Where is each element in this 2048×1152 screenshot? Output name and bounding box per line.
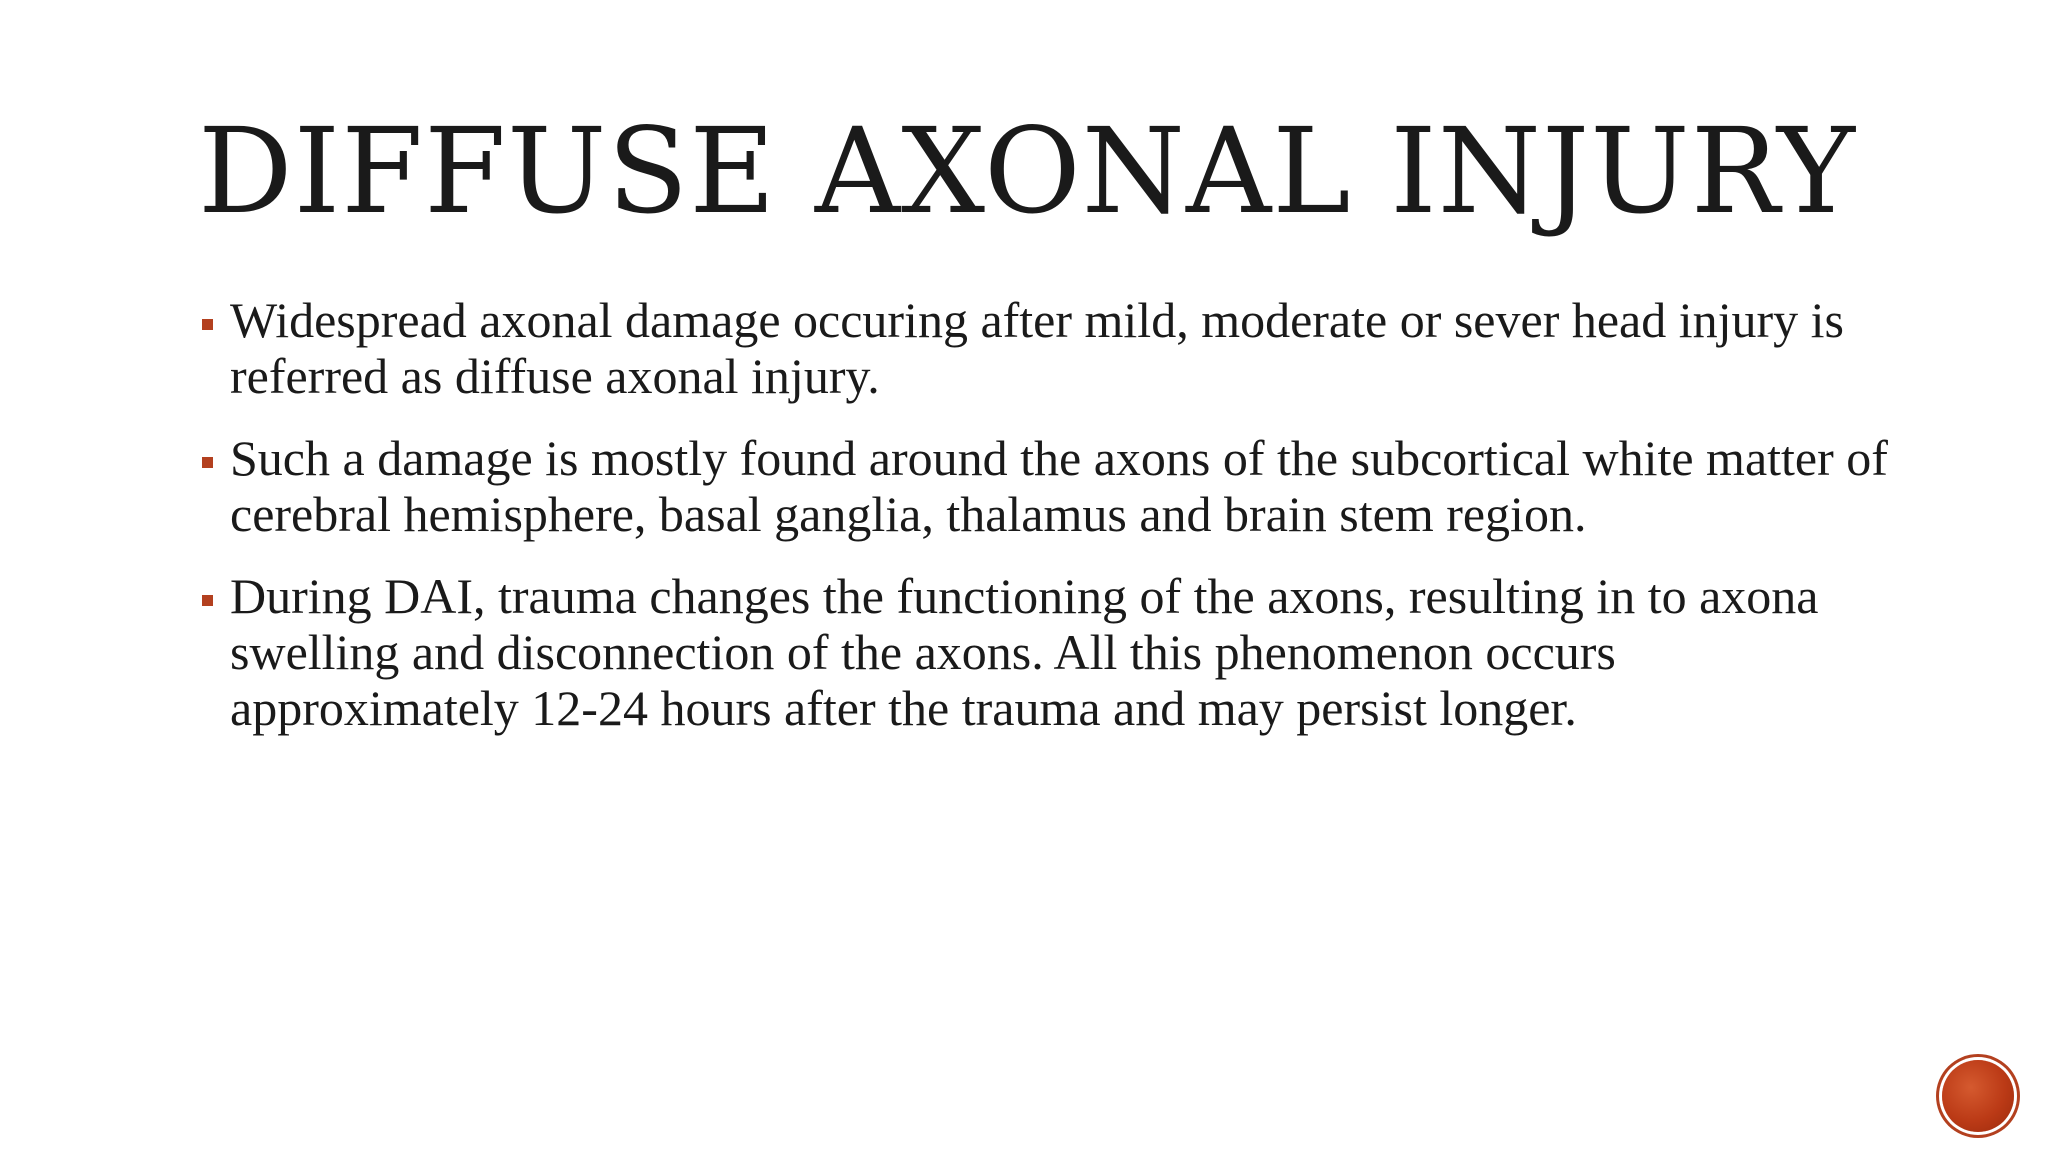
square-bullet-icon	[202, 319, 213, 330]
bullet-item	[198, 430, 1898, 542]
slide-number-circle-icon	[1942, 1060, 2014, 1132]
slide-title: DIFFUSE AXONAL INJURY	[198, 102, 1856, 240]
square-bullet-icon	[202, 457, 213, 468]
bullet-text: Such a damage is mostly found around the axons of the subcortical white matter of cerebral hemisphere, basal ganglia, thalamus and brain stem region.	[230, 430, 1888, 542]
bullet-text: During DAI, trauma changes the functioning of the axons, resulting in to axona swelling and disconnection of the axons. All this phenomenon occurs approximately 12-24 hours after the trauma and may persist longer.	[230, 568, 1819, 736]
square-bullet-icon	[202, 595, 213, 606]
bullet-text: Widespread axonal damage occuring after mild, moderate or sever head injury is referred as diffuse axonal injury.	[230, 292, 1845, 404]
bullet-item	[198, 568, 1898, 736]
bullet-list	[198, 292, 1898, 762]
bullet-item	[198, 292, 1898, 404]
